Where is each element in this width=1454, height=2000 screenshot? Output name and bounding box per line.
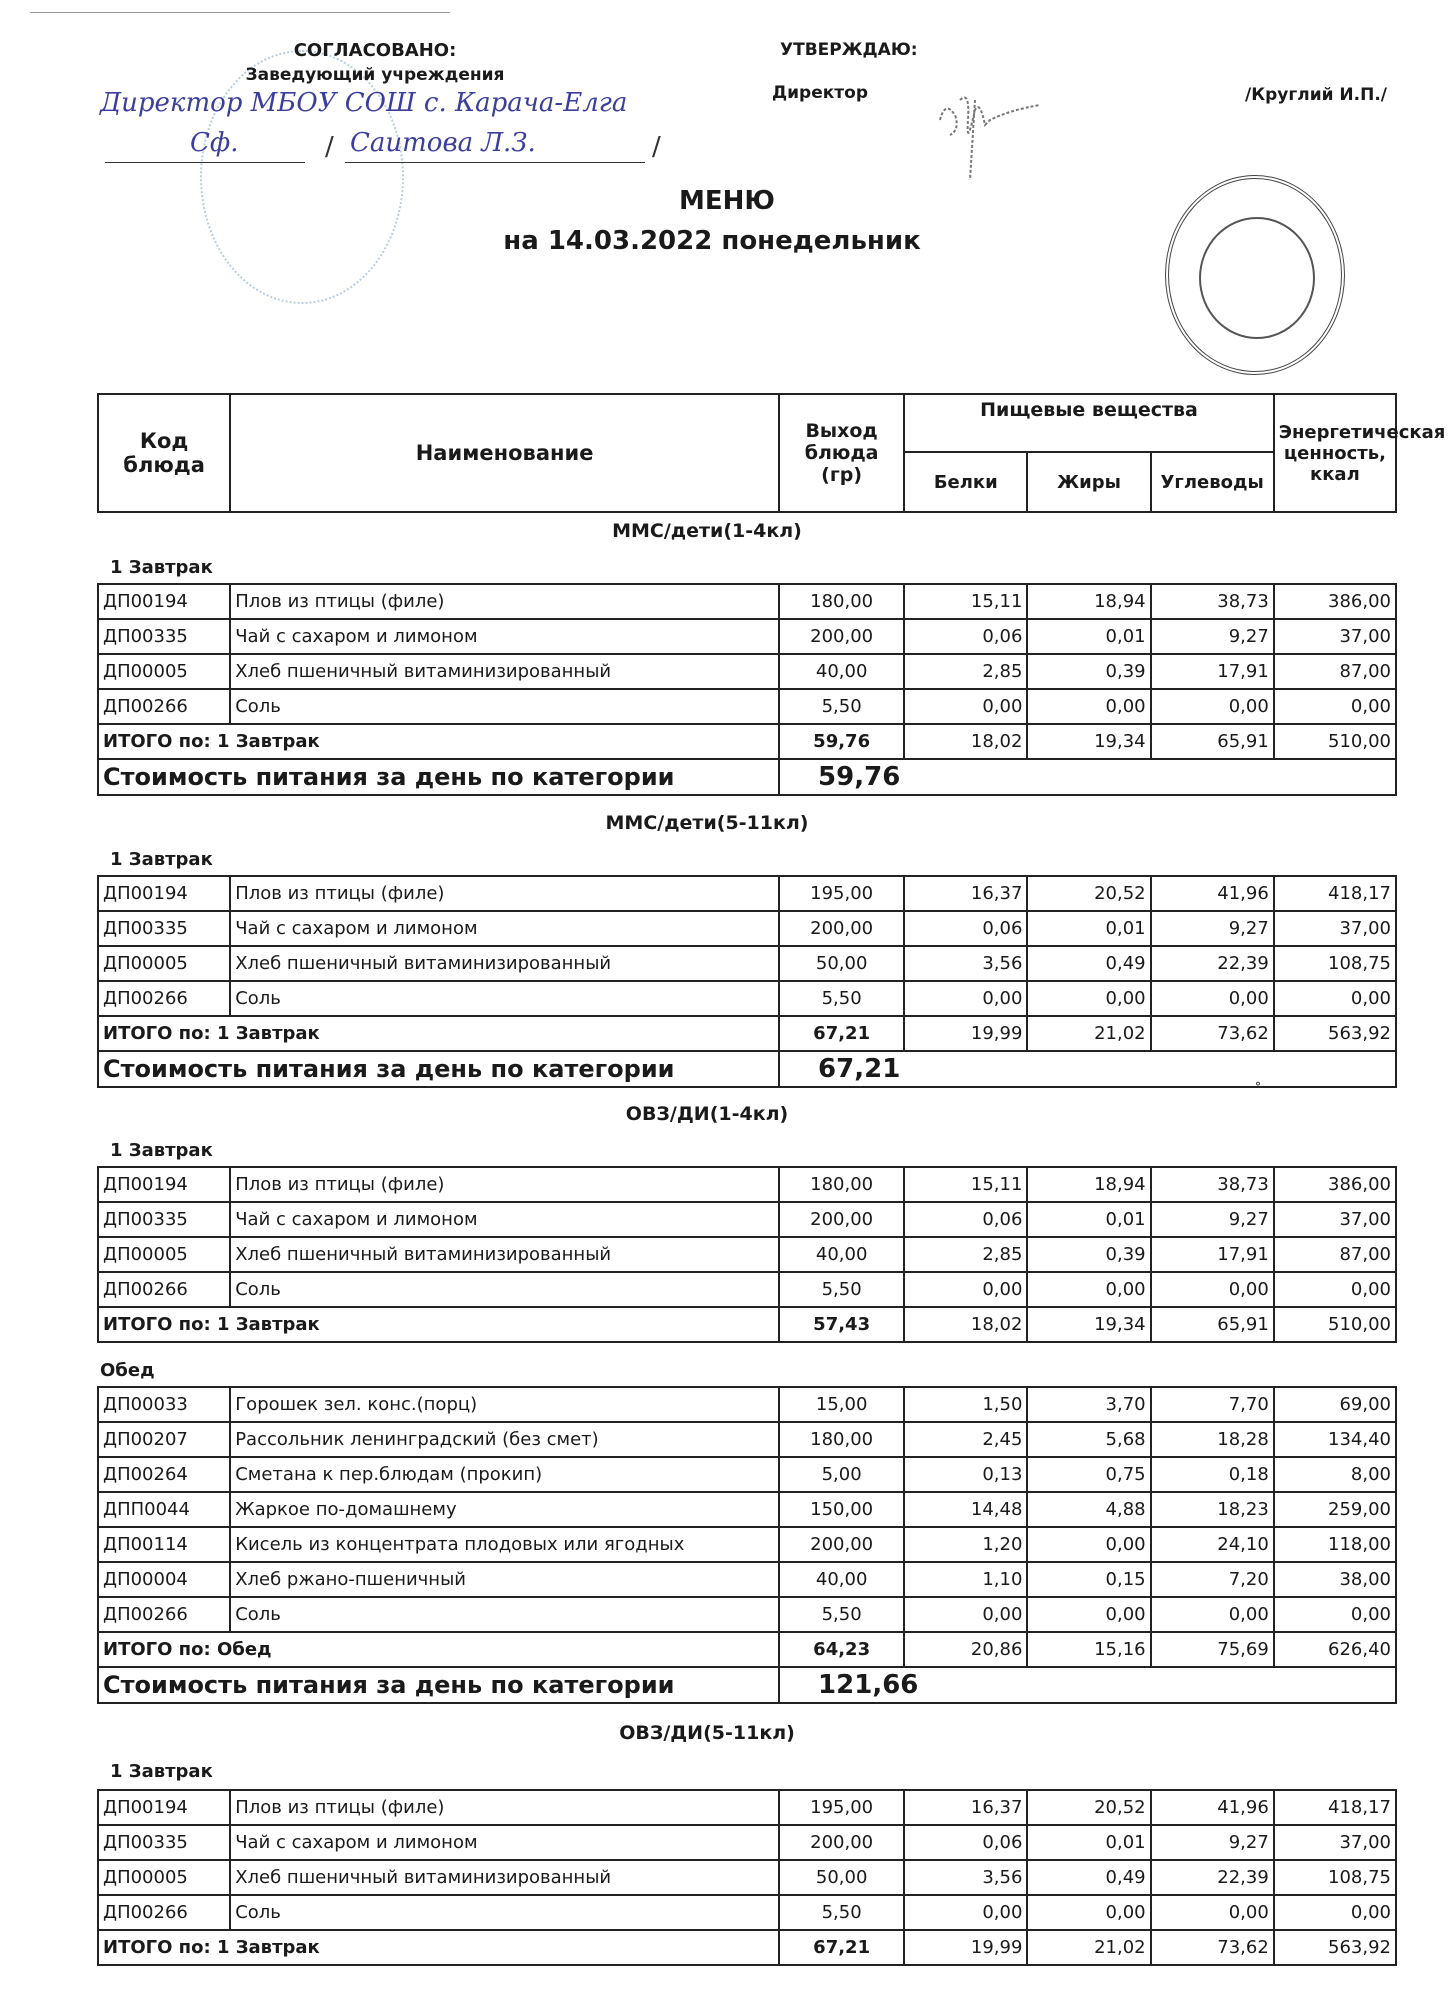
director-label: Директор bbox=[772, 83, 868, 103]
total-protein: 19,99 bbox=[904, 1016, 1027, 1051]
dish-name: Чай с сахаром и лимоном bbox=[230, 1825, 779, 1860]
total-row bbox=[98, 1930, 1396, 1965]
dish-carbs: 0,00 bbox=[1151, 689, 1274, 724]
dish-fat: 0,00 bbox=[1027, 1895, 1150, 1930]
dish-protein: 0,06 bbox=[904, 1825, 1027, 1860]
table-row bbox=[98, 654, 1396, 689]
dish-name: Сметана к пер.блюдам (прокип) bbox=[230, 1457, 779, 1492]
handwritten-position: Директор МБОУ СОШ с. Карача-Елга bbox=[100, 88, 628, 118]
total-yield: 59,76 bbox=[779, 724, 904, 759]
dish-energy: 108,75 bbox=[1274, 1860, 1396, 1895]
dish-name: Соль bbox=[230, 981, 779, 1016]
dish-protein: 2,85 bbox=[904, 1237, 1027, 1272]
dish-protein: 0,06 bbox=[904, 619, 1027, 654]
table-row bbox=[98, 1457, 1396, 1492]
total-protein: 20,86 bbox=[904, 1632, 1027, 1667]
dish-fat: 0,01 bbox=[1027, 1202, 1150, 1237]
dish-yield: 5,00 bbox=[779, 1457, 904, 1492]
dish-energy: 87,00 bbox=[1274, 654, 1396, 689]
name-line bbox=[345, 162, 645, 163]
table-row bbox=[98, 1790, 1396, 1825]
meal-label: 1 Завтрак bbox=[110, 1761, 213, 1782]
meal-label: Обед bbox=[100, 1360, 155, 1381]
dish-code: ДП00335 bbox=[98, 619, 230, 654]
dish-name: Хлеб пшеничный витаминизированный bbox=[230, 1237, 779, 1272]
table-row bbox=[98, 1895, 1396, 1930]
dish-fat: 0,75 bbox=[1027, 1457, 1150, 1492]
document-date: на 14.03.2022 понедельник bbox=[503, 226, 921, 256]
total-label: ИТОГО по: 1 Завтрак bbox=[98, 724, 779, 759]
total-label: ИТОГО по: Обед bbox=[98, 1632, 779, 1667]
dish-code: ДП00266 bbox=[98, 981, 230, 1016]
dish-carbs: 17,91 bbox=[1151, 1237, 1274, 1272]
dish-yield: 180,00 bbox=[779, 1167, 904, 1202]
dish-carbs: 0,18 bbox=[1151, 1457, 1274, 1492]
category-title: ОВЗ/ДИ(1-4кл) bbox=[625, 1103, 789, 1125]
dish-fat: 0,49 bbox=[1027, 1860, 1150, 1895]
dish-code: ДП00335 bbox=[98, 911, 230, 946]
dish-carbs: 9,27 bbox=[1151, 1825, 1274, 1860]
dish-yield: 5,50 bbox=[779, 1895, 904, 1930]
dish-fat: 20,52 bbox=[1027, 1790, 1150, 1825]
dish-protein: 0,00 bbox=[904, 981, 1027, 1016]
dish-name: Чай с сахаром и лимоном bbox=[230, 911, 779, 946]
dish-yield: 5,50 bbox=[779, 1597, 904, 1632]
meal-label: 1 Завтрак bbox=[110, 1140, 213, 1161]
dish-energy: 37,00 bbox=[1274, 911, 1396, 946]
dish-name: Чай с сахаром и лимоном bbox=[230, 1202, 779, 1237]
total-yield: 67,21 bbox=[779, 1016, 904, 1051]
dish-code: ДП00005 bbox=[98, 654, 230, 689]
dish-energy: 37,00 bbox=[1274, 1202, 1396, 1237]
cost-label: Стоимость питания за день по категории bbox=[98, 1667, 779, 1703]
dish-carbs: 24,10 bbox=[1151, 1527, 1274, 1562]
table-row bbox=[98, 1860, 1396, 1895]
dish-fat: 0,01 bbox=[1027, 1825, 1150, 1860]
dish-code: ДП00207 bbox=[98, 1422, 230, 1457]
dish-code: ДП00004 bbox=[98, 1562, 230, 1597]
category-table bbox=[97, 1386, 1397, 1704]
dish-yield: 40,00 bbox=[779, 1562, 904, 1597]
col-header-fat: Жиры bbox=[1027, 452, 1150, 512]
total-fat: 19,34 bbox=[1027, 1307, 1150, 1342]
dish-energy: 38,00 bbox=[1274, 1562, 1396, 1597]
dish-energy: 134,40 bbox=[1274, 1422, 1396, 1457]
dish-code: ДП00194 bbox=[98, 876, 230, 911]
dish-yield: 195,00 bbox=[779, 876, 904, 911]
dish-code: ДПП0044 bbox=[98, 1492, 230, 1527]
total-energy: 563,92 bbox=[1274, 1930, 1396, 1965]
dish-protein: 15,11 bbox=[904, 584, 1027, 619]
dish-carbs: 7,20 bbox=[1151, 1562, 1274, 1597]
total-label: ИТОГО по: 1 Завтрак bbox=[98, 1930, 779, 1965]
total-carbs: 73,62 bbox=[1151, 1016, 1274, 1051]
cost-row bbox=[98, 759, 1396, 795]
dish-name: Плов из птицы (филе) bbox=[230, 584, 779, 619]
col-header-energy: Энергетическая ценность, ккал bbox=[1274, 394, 1396, 512]
dish-fat: 20,52 bbox=[1027, 876, 1150, 911]
total-label: ИТОГО по: 1 Завтрак bbox=[98, 1307, 779, 1342]
dish-name: Плов из птицы (филе) bbox=[230, 876, 779, 911]
total-carbs: 75,69 bbox=[1151, 1632, 1274, 1667]
dish-fat: 0,00 bbox=[1027, 1527, 1150, 1562]
dish-energy: 0,00 bbox=[1274, 1895, 1396, 1930]
dish-fat: 0,39 bbox=[1027, 1237, 1150, 1272]
table-row bbox=[98, 1237, 1396, 1272]
dish-carbs: 22,39 bbox=[1151, 1860, 1274, 1895]
dish-protein: 1,10 bbox=[904, 1562, 1027, 1597]
dish-protein: 2,85 bbox=[904, 654, 1027, 689]
total-energy: 563,92 bbox=[1274, 1016, 1396, 1051]
dish-fat: 18,94 bbox=[1027, 584, 1150, 619]
dish-protein: 3,56 bbox=[904, 946, 1027, 981]
handwritten-name: Саитова Л.З. bbox=[350, 128, 536, 158]
dish-energy: 0,00 bbox=[1274, 981, 1396, 1016]
table-row bbox=[98, 1272, 1396, 1307]
slash-divider: / bbox=[325, 132, 334, 162]
col-header-yield: Выход блюда (гр) bbox=[779, 394, 904, 512]
dish-yield: 5,50 bbox=[779, 981, 904, 1016]
signature-line bbox=[105, 162, 305, 163]
dish-yield: 40,00 bbox=[779, 1237, 904, 1272]
dish-code: ДП00266 bbox=[98, 1272, 230, 1307]
table-row bbox=[98, 981, 1396, 1016]
total-protein: 19,99 bbox=[904, 1930, 1027, 1965]
category-title: ММС/дети(1-4кл) bbox=[612, 520, 802, 542]
director-signature-icon bbox=[930, 80, 1050, 190]
dish-protein: 16,37 bbox=[904, 1790, 1027, 1825]
approve-block bbox=[780, 40, 918, 60]
dish-protein: 0,13 bbox=[904, 1457, 1027, 1492]
dish-name: Рассольник ленинградский (без смет) bbox=[230, 1422, 779, 1457]
dish-name: Соль bbox=[230, 1895, 779, 1930]
dish-fat: 0,01 bbox=[1027, 911, 1150, 946]
table-row bbox=[98, 1562, 1396, 1597]
total-yield: 67,21 bbox=[779, 1930, 904, 1965]
dish-yield: 200,00 bbox=[779, 1527, 904, 1562]
dish-protein: 0,00 bbox=[904, 1597, 1027, 1632]
approve-label: УТВЕРЖДАЮ: bbox=[780, 40, 918, 60]
dish-name: Горошек зел. конс.(порц) bbox=[230, 1387, 779, 1422]
dish-carbs: 0,00 bbox=[1151, 981, 1274, 1016]
col-header-protein: Белки bbox=[904, 452, 1027, 512]
dish-fat: 0,00 bbox=[1027, 1272, 1150, 1307]
dish-name: Чай с сахаром и лимоном bbox=[230, 619, 779, 654]
dish-energy: 87,00 bbox=[1274, 1237, 1396, 1272]
table-row bbox=[98, 1202, 1396, 1237]
dish-name: Хлеб пшеничный витаминизированный bbox=[230, 1860, 779, 1895]
handwritten-signature: Сф. bbox=[190, 128, 239, 158]
dish-name: Плов из птицы (филе) bbox=[230, 1790, 779, 1825]
dish-fat: 4,88 bbox=[1027, 1492, 1150, 1527]
total-row bbox=[98, 1016, 1396, 1051]
dish-carbs: 9,27 bbox=[1151, 619, 1274, 654]
dish-code: ДП00335 bbox=[98, 1202, 230, 1237]
dish-name: Жаркое по-домашнему bbox=[230, 1492, 779, 1527]
total-fat: 19,34 bbox=[1027, 724, 1150, 759]
dish-carbs: 38,73 bbox=[1151, 1167, 1274, 1202]
total-row bbox=[98, 724, 1396, 759]
category-table bbox=[97, 875, 1397, 1088]
category-table bbox=[97, 1166, 1397, 1343]
category-table bbox=[97, 1789, 1397, 1966]
dish-energy: 37,00 bbox=[1274, 1825, 1396, 1860]
table-row bbox=[98, 1422, 1396, 1457]
dish-fat: 0,39 bbox=[1027, 654, 1150, 689]
cost-row bbox=[98, 1051, 1396, 1087]
total-yield: 57,43 bbox=[779, 1307, 904, 1342]
dish-yield: 195,00 bbox=[779, 1790, 904, 1825]
head-label: Заведующий учреждения bbox=[245, 65, 505, 85]
meal-label: 1 Завтрак bbox=[110, 849, 213, 870]
total-fat: 21,02 bbox=[1027, 1930, 1150, 1965]
dish-energy: 118,00 bbox=[1274, 1527, 1396, 1562]
dish-energy: 386,00 bbox=[1274, 1167, 1396, 1202]
dish-energy: 418,17 bbox=[1274, 1790, 1396, 1825]
dish-yield: 200,00 bbox=[779, 1202, 904, 1237]
dish-yield: 40,00 bbox=[779, 654, 904, 689]
dish-yield: 200,00 bbox=[779, 911, 904, 946]
table-row bbox=[98, 1825, 1396, 1860]
dish-yield: 50,00 bbox=[779, 1860, 904, 1895]
table-row bbox=[98, 689, 1396, 724]
total-row bbox=[98, 1307, 1396, 1342]
dish-carbs: 41,96 bbox=[1151, 1790, 1274, 1825]
total-carbs: 65,91 bbox=[1151, 1307, 1274, 1342]
dish-fat: 18,94 bbox=[1027, 1167, 1150, 1202]
dish-carbs: 0,00 bbox=[1151, 1895, 1274, 1930]
cost-value: 59,76 bbox=[779, 759, 1396, 795]
dish-carbs: 9,27 bbox=[1151, 1202, 1274, 1237]
dish-energy: 108,75 bbox=[1274, 946, 1396, 981]
dish-name: Хлеб пшеничный витаминизированный bbox=[230, 946, 779, 981]
dish-fat: 0,49 bbox=[1027, 946, 1150, 981]
dish-yield: 180,00 bbox=[779, 584, 904, 619]
dish-yield: 50,00 bbox=[779, 946, 904, 981]
dish-code: ДП00194 bbox=[98, 1790, 230, 1825]
total-label: ИТОГО по: 1 Завтрак bbox=[98, 1016, 779, 1051]
dish-code: ДП00005 bbox=[98, 1237, 230, 1272]
agreed-block bbox=[150, 40, 600, 85]
dish-name: Хлеб ржано-пшеничный bbox=[230, 1562, 779, 1597]
table-row bbox=[98, 619, 1396, 654]
dish-name: Соль bbox=[230, 1272, 779, 1307]
dish-name: Соль bbox=[230, 689, 779, 724]
dish-fat: 5,68 bbox=[1027, 1422, 1150, 1457]
table-row bbox=[98, 1527, 1396, 1562]
dish-carbs: 17,91 bbox=[1151, 654, 1274, 689]
dish-protein: 16,37 bbox=[904, 876, 1027, 911]
agreed-label: СОГЛАСОВАНО: bbox=[293, 40, 457, 61]
dish-carbs: 18,23 bbox=[1151, 1492, 1274, 1527]
menu-table-header bbox=[97, 393, 1446, 513]
dish-name: Плов из птицы (филе) bbox=[230, 1167, 779, 1202]
dish-fat: 3,70 bbox=[1027, 1387, 1150, 1422]
dish-energy: 259,00 bbox=[1274, 1492, 1396, 1527]
dish-energy: 0,00 bbox=[1274, 689, 1396, 724]
dish-energy: 0,00 bbox=[1274, 1597, 1396, 1632]
dish-carbs: 18,28 bbox=[1151, 1422, 1274, 1457]
total-protein: 18,02 bbox=[904, 1307, 1027, 1342]
total-carbs: 73,62 bbox=[1151, 1930, 1274, 1965]
total-fat: 15,16 bbox=[1027, 1632, 1150, 1667]
dish-code: ДП00194 bbox=[98, 584, 230, 619]
dish-code: ДП00033 bbox=[98, 1387, 230, 1422]
dish-code: ДП00266 bbox=[98, 689, 230, 724]
dish-carbs: 38,73 bbox=[1151, 584, 1274, 619]
dish-protein: 14,48 bbox=[904, 1492, 1027, 1527]
col-header-carbs: Углеводы bbox=[1151, 452, 1274, 512]
dish-fat: 0,00 bbox=[1027, 1597, 1150, 1632]
dish-protein: 0,00 bbox=[904, 1272, 1027, 1307]
dish-energy: 37,00 bbox=[1274, 619, 1396, 654]
scan-edge-line bbox=[30, 12, 450, 13]
dish-carbs: 41,96 bbox=[1151, 876, 1274, 911]
dish-yield: 180,00 bbox=[779, 1422, 904, 1457]
dish-fat: 0,01 bbox=[1027, 619, 1150, 654]
dish-code: ДП00194 bbox=[98, 1167, 230, 1202]
dish-protein: 0,00 bbox=[904, 689, 1027, 724]
table-row bbox=[98, 1597, 1396, 1632]
total-yield: 64,23 bbox=[779, 1632, 904, 1667]
dish-protein: 1,20 bbox=[904, 1527, 1027, 1562]
total-fat: 21,02 bbox=[1027, 1016, 1150, 1051]
col-header-name: Наименование bbox=[230, 394, 779, 512]
dish-yield: 5,50 bbox=[779, 1272, 904, 1307]
total-protein: 18,02 bbox=[904, 724, 1027, 759]
dish-protein: 15,11 bbox=[904, 1167, 1027, 1202]
dish-energy: 0,00 bbox=[1274, 1272, 1396, 1307]
dish-protein: 0,00 bbox=[904, 1895, 1027, 1930]
total-row bbox=[98, 1632, 1396, 1667]
total-energy: 626,40 bbox=[1274, 1632, 1396, 1667]
director-name: /Круглий И.П./ bbox=[1245, 85, 1388, 105]
dish-code: ДП00005 bbox=[98, 1860, 230, 1895]
total-carbs: 65,91 bbox=[1151, 724, 1274, 759]
table-row bbox=[98, 584, 1396, 619]
dish-protein: 3,56 bbox=[904, 1860, 1027, 1895]
dish-name: Хлеб пшеничный витаминизированный bbox=[230, 654, 779, 689]
scan-speck: ° bbox=[1255, 1080, 1261, 1094]
dish-code: ДП00264 bbox=[98, 1457, 230, 1492]
total-energy: 510,00 bbox=[1274, 724, 1396, 759]
dish-yield: 15,00 bbox=[779, 1387, 904, 1422]
meal-label: 1 Завтрак bbox=[110, 557, 213, 578]
dish-code: ДП00266 bbox=[98, 1597, 230, 1632]
table-row bbox=[98, 1387, 1396, 1422]
dish-protein: 1,50 bbox=[904, 1387, 1027, 1422]
dish-yield: 200,00 bbox=[779, 619, 904, 654]
dish-carbs: 0,00 bbox=[1151, 1272, 1274, 1307]
col-header-nutrients: Пищевые вещества bbox=[904, 394, 1274, 452]
dish-yield: 150,00 bbox=[779, 1492, 904, 1527]
dish-name: Соль bbox=[230, 1597, 779, 1632]
category-table bbox=[97, 583, 1397, 796]
table-row bbox=[98, 1167, 1396, 1202]
total-energy: 510,00 bbox=[1274, 1307, 1396, 1342]
dish-energy: 8,00 bbox=[1274, 1457, 1396, 1492]
dish-code: ДП00335 bbox=[98, 1825, 230, 1860]
slash-divider: / bbox=[652, 132, 661, 162]
table-row bbox=[98, 1492, 1396, 1527]
dish-protein: 0,06 bbox=[904, 1202, 1027, 1237]
dish-energy: 386,00 bbox=[1274, 584, 1396, 619]
document-title: МЕНЮ bbox=[679, 186, 775, 216]
dish-fat: 0,00 bbox=[1027, 689, 1150, 724]
dish-fat: 0,15 bbox=[1027, 1562, 1150, 1597]
category-title: ММС/дети(5-11кл) bbox=[605, 812, 809, 834]
dish-energy: 418,17 bbox=[1274, 876, 1396, 911]
dish-energy: 69,00 bbox=[1274, 1387, 1396, 1422]
table-row bbox=[98, 876, 1396, 911]
dish-protein: 2,45 bbox=[904, 1422, 1027, 1457]
dish-carbs: 0,00 bbox=[1151, 1597, 1274, 1632]
dish-carbs: 22,39 bbox=[1151, 946, 1274, 981]
dish-code: ДП00114 bbox=[98, 1527, 230, 1562]
dish-protein: 0,06 bbox=[904, 911, 1027, 946]
dish-fat: 0,00 bbox=[1027, 981, 1150, 1016]
dish-code: ДП00005 bbox=[98, 946, 230, 981]
col-header-code: Код блюда bbox=[98, 394, 230, 512]
dish-carbs: 9,27 bbox=[1151, 911, 1274, 946]
cost-value: 67,21 bbox=[779, 1051, 1396, 1087]
cost-row bbox=[98, 1667, 1396, 1703]
dish-yield: 5,50 bbox=[779, 689, 904, 724]
dish-carbs: 7,70 bbox=[1151, 1387, 1274, 1422]
cost-label: Стоимость питания за день по категории bbox=[98, 759, 779, 795]
table-row bbox=[98, 911, 1396, 946]
cost-label: Стоимость питания за день по категории bbox=[98, 1051, 779, 1087]
dish-code: ДП00266 bbox=[98, 1895, 230, 1930]
category-title: ОВЗ/ДИ(5-11кл) bbox=[619, 1722, 795, 1744]
cost-value: 121,66 bbox=[779, 1667, 1396, 1703]
dish-yield: 200,00 bbox=[779, 1825, 904, 1860]
dish-name: Кисель из концентрата плодовых или ягодных bbox=[230, 1527, 779, 1562]
table-row bbox=[98, 946, 1396, 981]
